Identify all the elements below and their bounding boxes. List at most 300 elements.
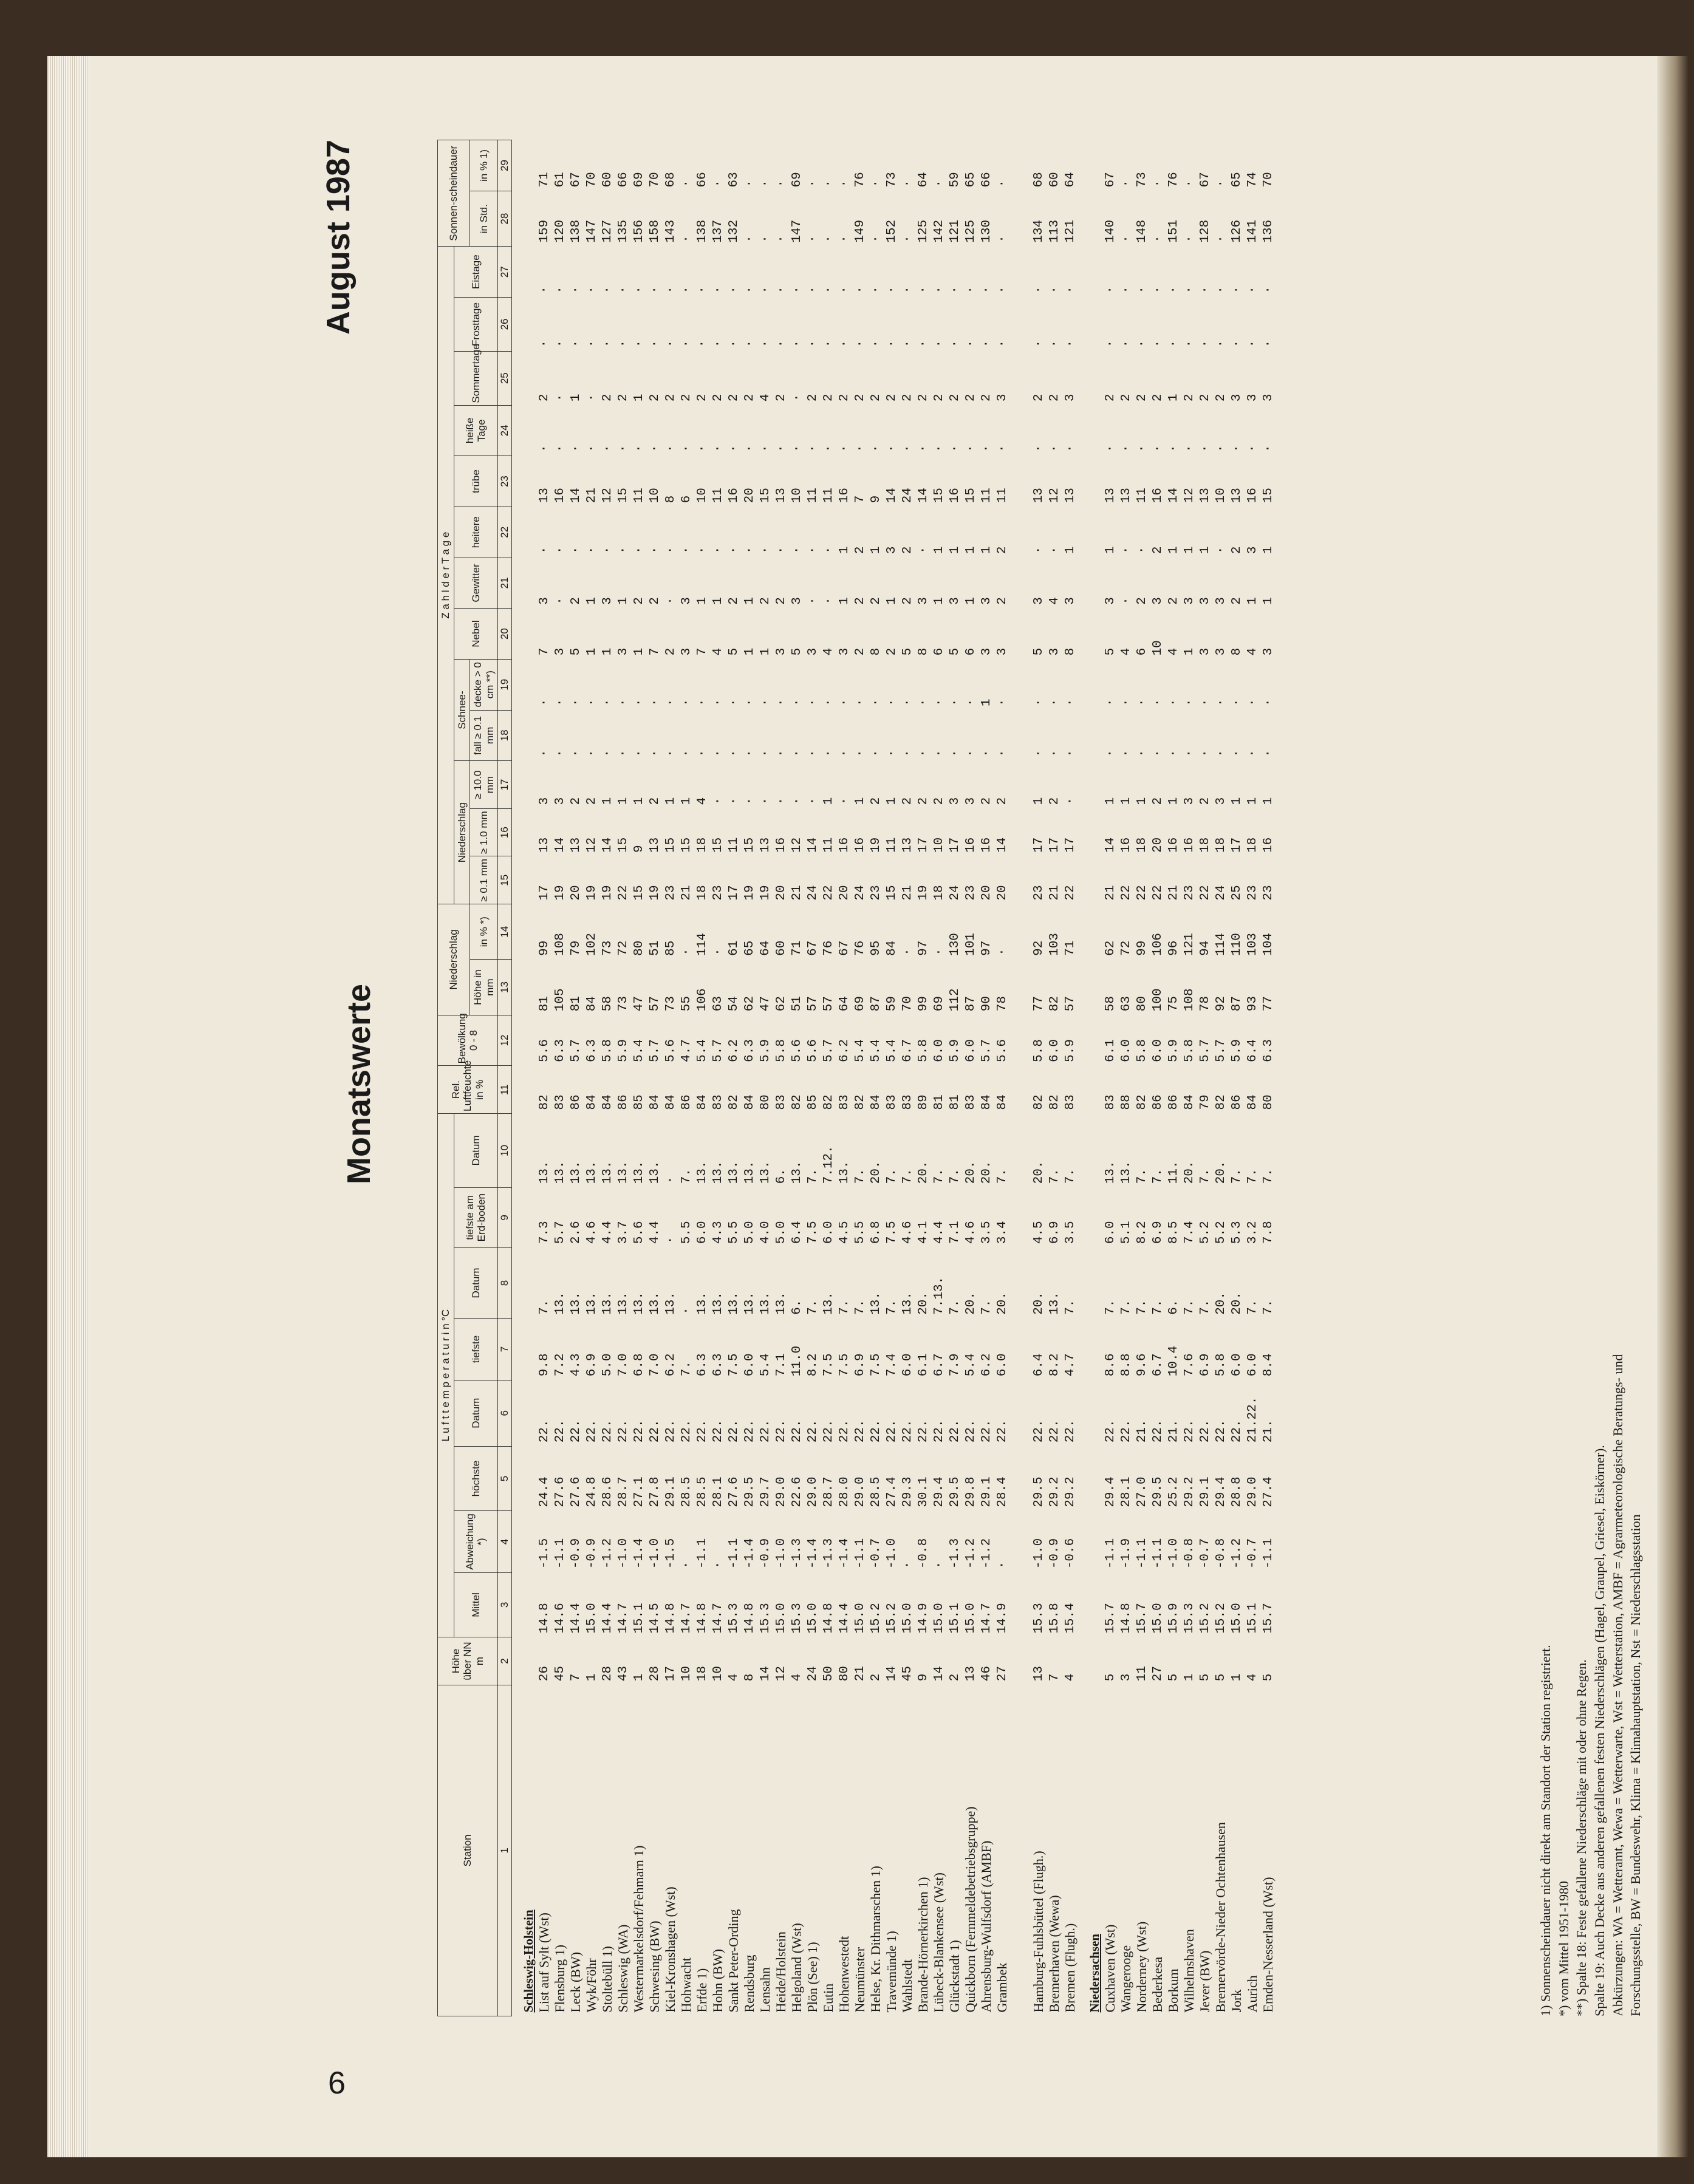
cell: · — [584, 749, 599, 757]
cell: 22. — [1150, 1419, 1165, 1443]
cell: 58 — [600, 995, 615, 1012]
cell: · — [916, 546, 931, 555]
table-row — [773, 140, 789, 2016]
cell: 29.2 — [1182, 1476, 1197, 1507]
cell: 83 — [900, 1094, 915, 1110]
cell: 92 — [1214, 995, 1228, 1012]
cell: 15 — [758, 488, 773, 503]
cell: · — [869, 749, 883, 757]
cell: 108 — [553, 933, 567, 956]
table-row — [536, 140, 552, 2016]
table-row — [1134, 140, 1150, 2016]
cell: 47 — [632, 995, 646, 1012]
cell: 73 — [600, 940, 615, 956]
cell: 6.0 — [695, 1221, 709, 1244]
cell: 13. — [553, 1291, 567, 1315]
cell: · — [616, 749, 630, 757]
cell: 5 — [948, 647, 962, 656]
cell: 1 — [1119, 797, 1133, 805]
cell: · — [1182, 235, 1197, 243]
cell: 84 — [584, 1094, 599, 1110]
cell: · — [553, 285, 567, 294]
cell: 22. — [837, 1419, 852, 1443]
cell: · — [679, 235, 694, 243]
cell: · — [948, 749, 962, 757]
cell: 13. — [695, 1161, 709, 1184]
cell: 8 — [869, 647, 883, 656]
cell: 27.1 — [632, 1476, 646, 1507]
group-heading-row — [512, 140, 537, 2016]
cell: 5.4 — [963, 1353, 978, 1377]
cell: · — [1103, 340, 1118, 348]
cell: 82 — [1031, 1094, 1046, 1110]
cell: 29 — [498, 140, 512, 191]
table-row — [1197, 140, 1213, 2016]
cell: · — [679, 698, 694, 707]
cell: 19 — [742, 885, 757, 901]
cell: 15.2 — [884, 1603, 899, 1634]
cell: 7. — [1198, 1299, 1212, 1315]
cell: · — [1119, 698, 1133, 707]
cell: 87 — [963, 995, 978, 1012]
cell: 19 — [916, 885, 931, 901]
climate-table — [437, 140, 1276, 2016]
cell: 7.3 — [537, 1221, 552, 1244]
cell: · — [569, 445, 583, 452]
cell: 108 — [1182, 988, 1197, 1012]
cell: 82 — [1214, 1094, 1228, 1110]
cell: 7 — [498, 1319, 512, 1380]
table-row — [947, 140, 963, 2016]
cell: 28.8 — [1229, 1476, 1244, 1507]
cell: 135 — [616, 219, 630, 243]
cell: 28.1 — [1119, 1476, 1133, 1507]
cell: 1 — [1103, 797, 1118, 805]
cell: 101 — [963, 933, 978, 956]
table-row — [647, 140, 663, 2016]
cell: 5.4 — [853, 1039, 867, 1062]
cell: 7. — [1198, 1169, 1212, 1184]
cell: 22. — [853, 1419, 867, 1443]
cell: 159 — [537, 219, 552, 243]
page-title: Monatswerte — [341, 983, 377, 1184]
cell: 14.8 — [1119, 1603, 1133, 1634]
cell: 22. — [805, 1419, 820, 1443]
cell: 13. — [569, 1291, 583, 1315]
cell: · — [1135, 698, 1149, 707]
cell: 84 — [647, 1094, 662, 1110]
cell: 57 — [821, 995, 836, 1012]
cell: 2 — [932, 394, 946, 402]
cell: 11.0 — [790, 1345, 804, 1377]
cell: · — [1214, 340, 1228, 348]
cell: 6.2 — [979, 1353, 994, 1377]
cell: 64 — [837, 995, 852, 1012]
cell: 5.0 — [774, 1221, 788, 1244]
cell: 22. — [869, 1419, 883, 1443]
footnote: 1) Sonnenscheindauer nicht direkt am Standort der Station registriert. — [1538, 1645, 1553, 2016]
cell: 80 — [1135, 995, 1149, 1012]
cell: 8 — [663, 495, 678, 503]
cell: 13 — [569, 837, 583, 853]
cell: 2 — [758, 597, 773, 605]
cell: 121 — [948, 219, 962, 243]
cell: 95 — [869, 940, 883, 956]
cell: 4 — [1119, 647, 1133, 656]
cell: 47 — [758, 995, 773, 1012]
cell: 1 — [742, 597, 757, 605]
cell: 136 — [1261, 219, 1276, 243]
cell: 5.8 — [1031, 1039, 1046, 1062]
cell: · — [663, 340, 678, 348]
cell: 5 — [498, 1446, 512, 1511]
cell: 5.5 — [726, 1221, 741, 1244]
cell: 138 — [569, 219, 583, 243]
cell: 4.5 — [837, 1221, 852, 1244]
cell: 81 — [569, 995, 583, 1012]
cell: 67 — [837, 940, 852, 956]
cell: 3 — [679, 597, 694, 605]
cell: · — [758, 285, 773, 294]
cell: · — [742, 179, 757, 188]
cell: 5.4 — [758, 1353, 773, 1377]
cell: -1.1 — [1135, 1538, 1149, 1569]
cell: -1.4 — [632, 1538, 646, 1569]
cell: · — [537, 546, 552, 555]
cell: 1 — [600, 797, 615, 805]
cell: 61 — [553, 172, 567, 188]
cell: 17 — [1031, 837, 1046, 853]
table-row — [631, 140, 647, 2016]
cell: · — [774, 749, 788, 757]
station-name: Ahrensburg-Wulfsdorf (AMBF) — [978, 1840, 994, 2013]
cell: 9.6 — [1135, 1353, 1149, 1377]
cell: 4.4 — [932, 1221, 946, 1244]
cell: 3 — [1245, 546, 1260, 555]
cell: -1.1 — [1103, 1538, 1118, 1569]
cell: 2 — [1031, 394, 1046, 402]
cell: 7. — [884, 1169, 899, 1184]
cell: 64 — [916, 172, 931, 188]
cell: 57 — [1063, 995, 1078, 1012]
cell: · — [742, 797, 757, 805]
cell: · — [679, 749, 694, 757]
cell: · — [1214, 546, 1228, 555]
cell: 66 — [695, 172, 709, 188]
station-name: Norderney (Wst) — [1134, 1921, 1150, 2013]
cell: 14 — [1103, 837, 1118, 853]
cell: · — [647, 749, 662, 757]
cell: · — [1229, 749, 1244, 757]
cell: 3.7 — [616, 1221, 630, 1244]
cell: · — [695, 340, 709, 348]
cell: 76 — [853, 172, 867, 188]
table-row — [757, 140, 773, 2016]
cell: · — [569, 546, 583, 555]
cell: 5.2 — [1198, 1221, 1212, 1244]
cell: 2 — [900, 394, 915, 402]
cell: · — [1031, 285, 1046, 294]
cell: -0.8 — [1214, 1538, 1228, 1569]
cell: 58 — [1103, 995, 1118, 1012]
cell: · — [711, 179, 725, 188]
header-nebel: Nebel — [454, 609, 498, 660]
cell: 4 — [726, 1673, 741, 1682]
cell: 3 — [616, 647, 630, 656]
cell: 17 — [663, 1666, 678, 1682]
cell: 6.0 — [900, 1353, 915, 1377]
cell: 2 — [663, 394, 678, 402]
cell: · — [569, 698, 583, 707]
cell: 28.7 — [616, 1476, 630, 1507]
cell: 70 — [647, 172, 662, 188]
footnote: **) Spalte 18: Feste gefallene Niederschläge mit oder ohne Regen. — [1574, 1659, 1590, 2016]
cell: 51 — [647, 940, 662, 956]
cell: 20 — [1150, 837, 1165, 853]
cell: 99 — [1135, 940, 1149, 956]
cell: 4 — [1047, 597, 1062, 605]
cell: · — [805, 797, 820, 805]
cell: 2 — [1229, 597, 1244, 605]
station-name: Schwesing (BW) — [647, 1920, 663, 2013]
cell: 5.4 — [869, 1039, 883, 1062]
cell: · — [1182, 698, 1197, 707]
cell: 13. — [584, 1291, 599, 1315]
cell: · — [679, 340, 694, 348]
cell: 1 — [711, 597, 725, 605]
cell: 15.1 — [948, 1603, 962, 1634]
cell: · — [837, 340, 852, 348]
cell: 4.6 — [963, 1221, 978, 1244]
cell: · — [995, 698, 1009, 707]
cell: 5.9 — [616, 1039, 630, 1062]
cell: 106 — [695, 988, 709, 1012]
header-datum-2: Datum — [454, 1247, 498, 1319]
table-row — [694, 140, 710, 2016]
cell: · — [1245, 340, 1260, 348]
cell: 22 — [1150, 885, 1165, 901]
cell: -1.0 — [647, 1538, 662, 1569]
cell: 14.6 — [553, 1603, 567, 1634]
cell: 4 — [758, 394, 773, 402]
cell: 4 — [711, 647, 725, 656]
cell: 15.7 — [1135, 1603, 1149, 1634]
header-datum-3: Datum — [454, 1113, 498, 1187]
cell: 6.2 — [726, 1039, 741, 1062]
station-name: Quickborn (Fernmeldebetriebsgruppe) — [963, 1806, 978, 2013]
cell: 55 — [679, 995, 694, 1012]
cell: 84 — [663, 1094, 678, 1110]
cell: · — [900, 285, 915, 294]
cell: 7. — [679, 1169, 694, 1184]
cell: 28.6 — [600, 1476, 615, 1507]
cell: 14.8 — [663, 1603, 678, 1634]
cell: 27.6 — [569, 1476, 583, 1507]
cell: 7.5 — [884, 1221, 899, 1244]
cell: 13. — [647, 1291, 662, 1315]
cell: 1 — [1261, 546, 1276, 555]
station-name: Hohenwestedt — [836, 1936, 852, 2013]
cell: 14 — [553, 837, 567, 853]
cell: 2 — [663, 647, 678, 656]
cell: · — [932, 179, 946, 188]
cell: 11 — [805, 488, 820, 503]
cell: 15.3 — [1031, 1603, 1046, 1634]
cell: 23 — [1182, 885, 1197, 901]
cell: 2 — [1150, 394, 1165, 402]
footnotes — [1537, 164, 1645, 2016]
table-row — [599, 140, 615, 2016]
group-heading — [1010, 140, 1031, 2016]
table-row — [789, 140, 805, 2016]
cell: 3 — [1182, 797, 1197, 805]
cell: 15.0 — [774, 1603, 788, 1634]
cell: · — [1198, 749, 1212, 757]
cell: 6.4 — [1031, 1353, 1046, 1377]
cell: 65 — [1229, 172, 1244, 188]
cell: 3 — [537, 597, 552, 605]
cell: 7.5 — [869, 1353, 883, 1377]
cell: · — [1063, 285, 1078, 294]
cell: 6.9 — [1198, 1353, 1212, 1377]
cell: 62 — [742, 995, 757, 1012]
cell: 20 — [837, 885, 852, 901]
cell: 4 — [1245, 1673, 1260, 1682]
cell: · — [742, 698, 757, 707]
cell: 1 — [963, 597, 978, 605]
cell: 8.2 — [1135, 1221, 1149, 1244]
cell: -1.2 — [600, 1538, 615, 1569]
cell: 82 — [853, 1094, 867, 1110]
cell: 6.8 — [869, 1221, 883, 1244]
cell: · — [1135, 285, 1149, 294]
cell: 73 — [884, 172, 899, 188]
cell: 27.4 — [1261, 1476, 1276, 1507]
cell: 84 — [1245, 1094, 1260, 1110]
cell: 7. — [853, 1169, 867, 1184]
cell: 15.3 — [758, 1603, 773, 1634]
cell: 17 — [1229, 837, 1244, 853]
cell: 50 — [821, 1666, 836, 1682]
cell: 29.4 — [1214, 1476, 1228, 1507]
cell: 21 — [498, 558, 512, 609]
cell: 20. — [916, 1161, 931, 1184]
cell: 7.5 — [837, 1353, 852, 1377]
station-name: Brande-Hörnerkirchen 1) — [915, 1877, 931, 2013]
cell: 2 — [948, 394, 962, 402]
cell: -0.7 — [1198, 1538, 1212, 1569]
cell: · — [1245, 285, 1260, 294]
cell: -0.8 — [916, 1538, 931, 1569]
cell: 2 — [1229, 546, 1244, 555]
cell: 99 — [916, 995, 931, 1012]
cell: 7 — [1047, 1673, 1062, 1682]
cell: · — [1182, 285, 1197, 294]
cell: 15.2 — [1214, 1603, 1228, 1634]
column-number-row — [498, 140, 512, 2016]
cell: 22. — [600, 1419, 615, 1443]
cell: · — [1245, 749, 1260, 757]
cell: 89 — [916, 1094, 931, 1110]
cell: 81 — [932, 1094, 946, 1110]
cell: 20. — [1031, 1291, 1046, 1315]
cell: · — [932, 1561, 946, 1569]
cell: · — [1261, 749, 1276, 757]
cell: 5.7 — [1214, 1039, 1228, 1062]
cell: 22. — [553, 1419, 567, 1443]
station-name: Wangerooge — [1118, 1945, 1134, 2013]
cell: 70 — [1261, 172, 1276, 188]
cell: 7. — [1063, 1169, 1078, 1184]
cell: · — [837, 235, 852, 243]
cell: 5.9 — [758, 1039, 773, 1062]
cell: 90 — [979, 995, 994, 1012]
cell: · — [790, 340, 804, 348]
cell: · — [963, 698, 978, 707]
cell: 16 — [963, 837, 978, 853]
cell: 7. — [1229, 1169, 1244, 1184]
header-hoehe: Höhe über NN m — [438, 1637, 498, 1685]
header-sonne-prozent: in % 1) — [470, 140, 498, 191]
cell: · — [742, 749, 757, 757]
cell: 20. — [1214, 1291, 1228, 1315]
cell: 19 — [553, 885, 567, 901]
cell: · — [932, 698, 946, 707]
cell: 84 — [1182, 1094, 1197, 1110]
cell: -1.1 — [853, 1538, 867, 1569]
cell: 13 — [1031, 488, 1046, 503]
cell: · — [553, 546, 567, 555]
cell: 8 — [742, 1673, 757, 1682]
group-heading-row — [1078, 140, 1102, 2016]
header-hoehe-mm: Höhe in mm — [470, 960, 498, 1015]
cell: · — [726, 749, 741, 757]
cell: · — [679, 179, 694, 188]
cell: · — [1103, 285, 1118, 294]
cell: · — [616, 340, 630, 348]
cell: -1.3 — [790, 1538, 804, 1569]
cell: 46 — [979, 1666, 994, 1682]
cell: 100 — [1150, 988, 1165, 1012]
cell: 17 — [948, 837, 962, 853]
cell: 7.0 — [616, 1353, 630, 1377]
cell: 2 — [884, 394, 899, 402]
cell: 5.9 — [1063, 1039, 1078, 1062]
cell: 14.4 — [569, 1603, 583, 1634]
cell: -1.0 — [616, 1538, 630, 1569]
cell: 13. — [742, 1161, 757, 1184]
cell: 85 — [663, 940, 678, 956]
cell: -0.7 — [1245, 1538, 1260, 1569]
cell: 142 — [932, 219, 946, 243]
cell: 88 — [1119, 1094, 1133, 1110]
cell: 6.0 — [742, 1353, 757, 1377]
cell: 15 — [632, 885, 646, 901]
cell: 148 — [1135, 219, 1149, 243]
cell: · — [916, 285, 931, 294]
cell: 1 — [979, 546, 994, 555]
cell: 22. — [647, 1419, 662, 1443]
cell: · — [600, 546, 615, 555]
cell: · — [1119, 340, 1133, 348]
cell: · — [774, 797, 788, 805]
cell: 22. — [711, 1419, 725, 1443]
cell: 21 — [1103, 885, 1118, 901]
cell: 3 — [805, 647, 820, 656]
cell: · — [900, 445, 915, 452]
cell: · — [805, 597, 820, 605]
cell: 6 — [963, 647, 978, 656]
